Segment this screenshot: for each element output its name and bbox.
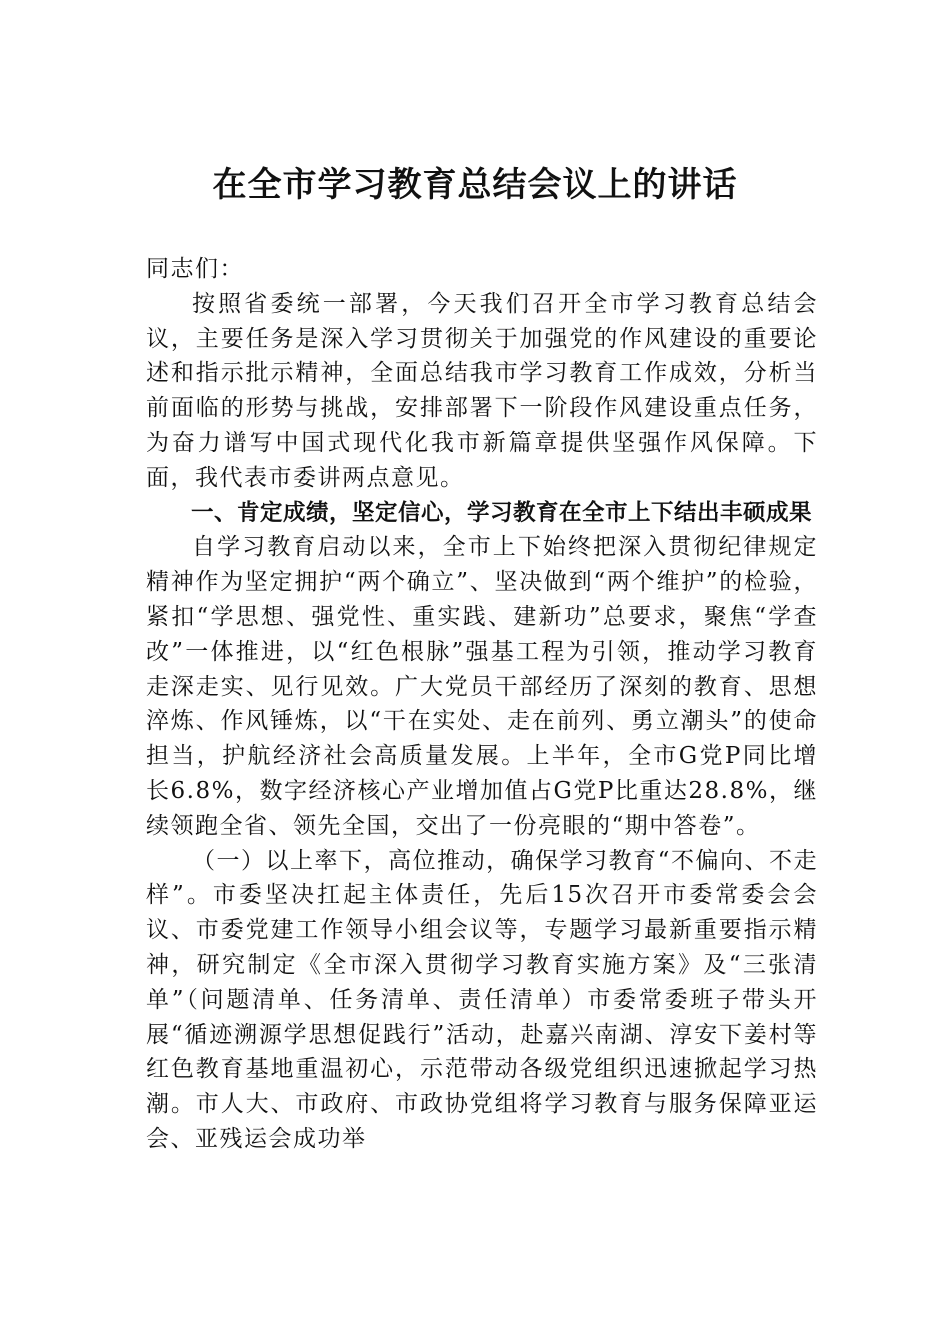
salutation: 同志们： xyxy=(146,256,244,282)
document-body xyxy=(146,252,818,1157)
paragraph-intro: 按照省委统一部署，今天我们召开全市学习教育总结会议，主要任务是深入学习贯彻关于加强党的作风建设的重要论述和指示批示精神，全面总结我市学习教育工作成效，分析当前面临的形势与挑战，安排部署下一阶段作风建设重点任务，为奋力谱写中国式现代化我市新篇章提供坚强作风保障。下面，我代表市委讲两点意见。 xyxy=(146,290,818,491)
section-heading: 一、肯定成绩，坚定信心，学习教育在全市上下结出丰硕成果 xyxy=(191,499,813,526)
page-title: 在全市学习教育总结会议上的讲话 xyxy=(212,165,738,205)
paragraph-achievements: 自学习教育启动以来，全市上下始终把深入贯彻纪律规定精神作为坚定拥护“两个确立”、坚决做到“两个维护”的检验，紧扣“学思想、强党性、重实践、建新功”总要求，聚焦“学查改”一体推进，以“红色根脉”强基工程为引领，推动学习教育走深走实、见行见效。广大党员干部经历了深刻的教育、思想淬炼、作风锤炼，以“干在实处、走在前列、勇立潮头”的使命担当，护航经济社会高质量发展。上半年，全市G党P同比增长6.8%，数字经济核心产业增加值占G党P比重达28.8%，继续领跑全省、领先全国，交出了一份亮眼的“期中答卷”。 xyxy=(146,534,818,839)
paragraph-subsection-one: （一）以上率下，高位推动，确保学习教育“不偏向、不走样”。市委坚决扛起主体责任，先后15次召开市委常委会会议、市委党建工作领导小组会议等，专题学习最新重要指示精神，研究制定《全市深入贯彻学习教育实施方案》及“三张清单”（问题清单、任务清单、责任清单）市委常委班子带头开展“循迹溯源学思想促践行”活动，赴嘉兴南湖、淳安下姜村等红色教育基地重温初心，示范带动各级党组织迅速掀起学习热潮。市人大、市政府、市政协党组将学习教育与服务保障亚运会、亚残运会成功举 xyxy=(146,847,818,1152)
